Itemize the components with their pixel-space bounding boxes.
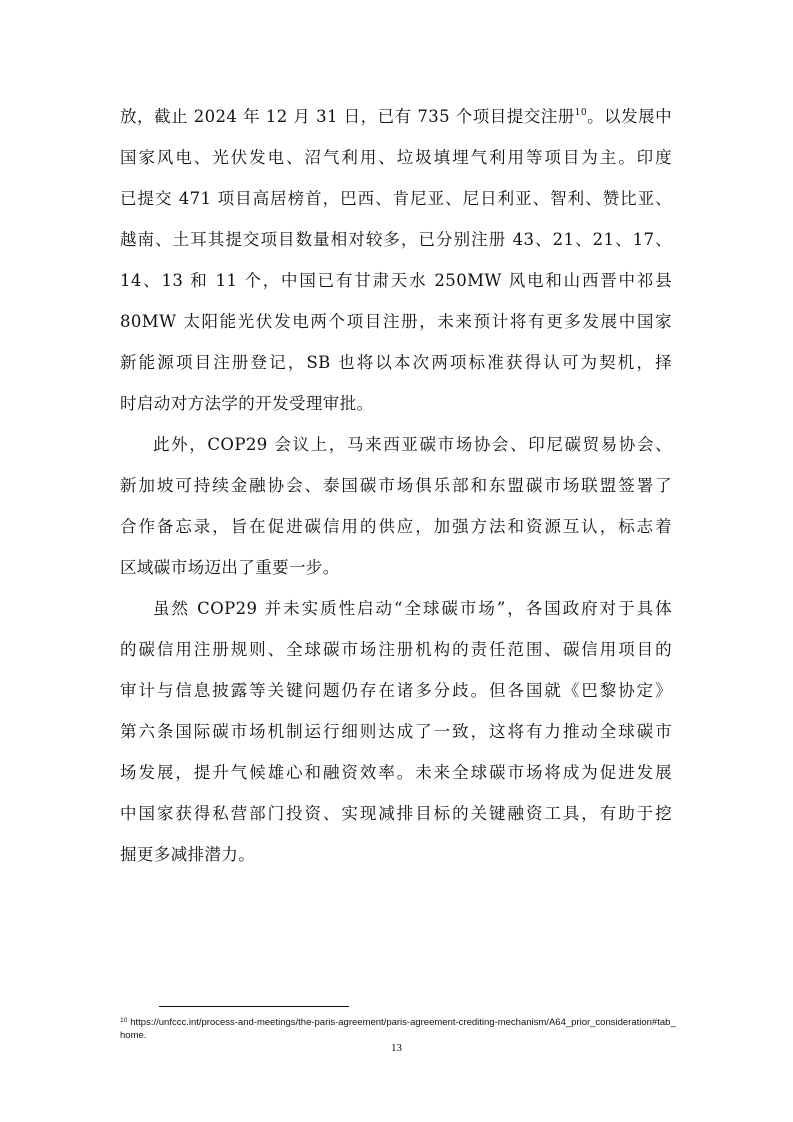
text-line: 新能源项目注册登记，SB 也将以本次两项标准获得认可为契机，择	[120, 353, 672, 372]
footnote-link[interactable]: https://unfccc.int/process-and-meetings/the-paris-agreement/paris-agreement-crediting-mechanism/A64_prior_consideration#tab_home.	[120, 1017, 676, 1041]
text-line: 审计与信息披露等关键问题仍存在诸多分歧。但各国就《巴黎协定》	[120, 681, 672, 700]
text-line: 掘更多减排潜力。	[120, 845, 256, 864]
text-line: 已提交 471 项目高居榜首，巴西、肯尼亚、尼日利亚、智利、赞比亚、	[120, 189, 672, 208]
text-line: 新加坡可持续金融协会、泰国碳市场俱乐部和东盟碳市场联盟签署了	[120, 476, 672, 495]
text-line: 合作备忘录，旨在促进碳信用的供应，加强方法和资源互认，标志着	[120, 517, 672, 536]
text-line: 14、13 和 11 个，中国已有甘肃天水 250MW 风电和山西晋中祁县	[120, 271, 672, 290]
text-line: 中国家获得私营部门投资、实现减排目标的关键融资工具，有助于挖	[120, 804, 672, 823]
text-line: 区域碳市场迈出了重要一步。	[120, 558, 340, 577]
text-line: 虽然 COP29 并未实质性启动“全球碳市场”，各国政府对于具体	[153, 599, 672, 618]
paragraph-3	[120, 588, 672, 875]
text-line: 的碳信用注册规则、全球碳市场注册机构的责任范围、碳信用项目的	[120, 640, 672, 659]
paragraph-2	[120, 424, 672, 588]
page-number: 13	[391, 1042, 402, 1054]
footnote-reference[interactable]: 10	[574, 108, 588, 118]
text-line: 80MW 太阳能光伏发电两个项目注册，未来预计将有更多发展中国家	[120, 312, 672, 331]
text-line: 场发展，提升气候雄心和融资效率。未来全球碳市场将成为促进发展	[120, 763, 672, 782]
paragraph-1	[120, 96, 672, 424]
text-line: 越南、土耳其提交项目数量相对较多，已分别注册 43、21、21、17、	[120, 230, 672, 249]
text-line: 此外，COP29 会议上，马来西亚碳市场协会、印尼碳贸易协会、	[153, 435, 672, 454]
body-text	[120, 96, 672, 875]
text-line: 国家风电、光伏发电、沼气利用、垃圾填埋气利用等项目为主。印度	[120, 148, 672, 167]
footnote	[120, 1016, 680, 1042]
footnote-divider	[159, 1006, 349, 1007]
text-line: 放，截止 2024 年 12 月 31 日，已有 735 个项目提交注册$^{10}$。以发展中	[120, 107, 672, 126]
footnote-number: 10	[120, 1017, 128, 1024]
text-line: 时启动对方法学的开发受理审批。	[120, 394, 374, 413]
text-line: 第六条国际碳市场机制运行细则达成了一致，这将有力推动全球碳市	[120, 722, 672, 741]
